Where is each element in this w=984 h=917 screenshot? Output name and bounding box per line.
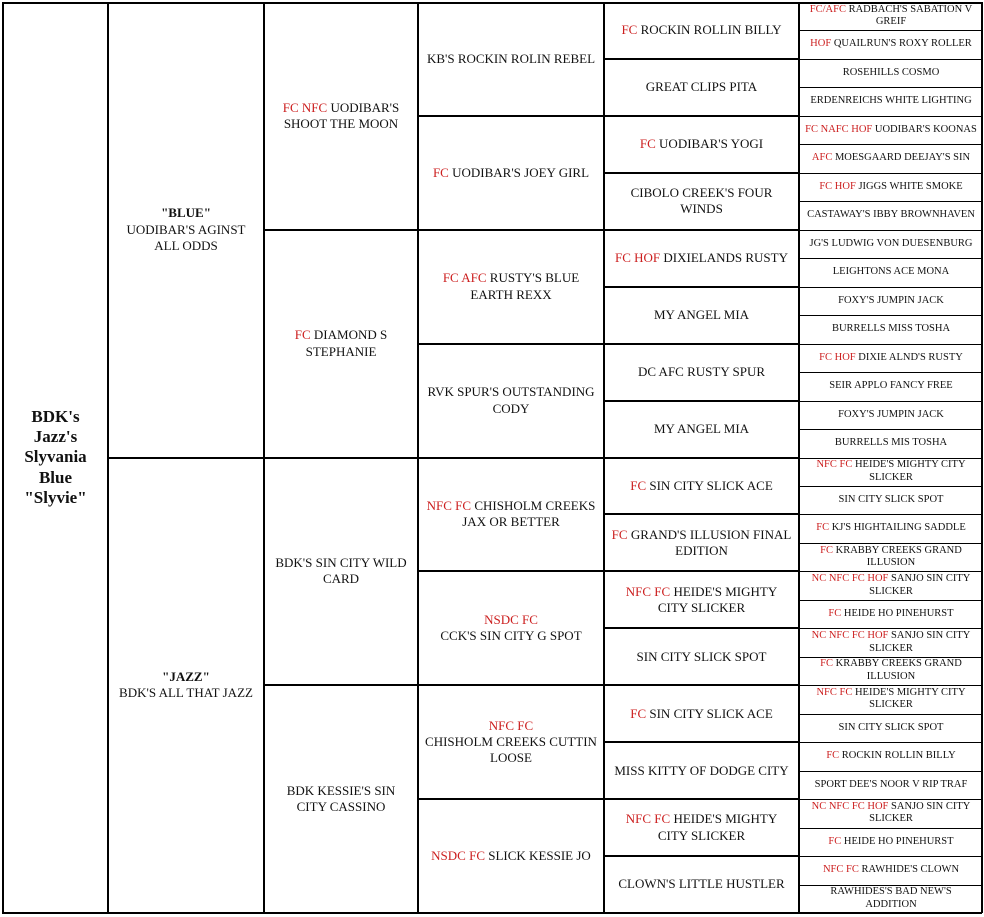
dog-name: SIN CITY SLICK SPOT xyxy=(838,493,944,505)
dog-name: BURRELLS MIS TOSHA xyxy=(834,436,948,448)
row-divider xyxy=(798,287,982,288)
dog-name: CIBOLO CREEK'S FOUR WINDS xyxy=(630,185,773,217)
ancestor-cell xyxy=(800,799,982,827)
row-divider xyxy=(603,457,798,459)
ancestor-cell xyxy=(419,685,603,799)
row-divider xyxy=(798,230,982,231)
ancestor-cell xyxy=(265,685,417,913)
subject-dog xyxy=(4,2,107,913)
dog-name: DIXIELANDS RUSTY xyxy=(660,250,788,266)
dog-name: ROCKIN ROLLIN BILLY xyxy=(839,750,956,762)
dog-name: DIXIE ALND'S RUSTY xyxy=(855,351,963,363)
title-prefix: NC NFC FC HOF xyxy=(811,573,889,585)
dog-name: KJ'S HIGHTAILING SADDLE xyxy=(829,522,966,534)
row-divider xyxy=(603,172,798,174)
ancestor-cell xyxy=(109,2,263,458)
dog-name: SIN CITY SLICK ACE xyxy=(646,705,773,721)
row-divider xyxy=(417,457,603,459)
row-divider xyxy=(417,115,603,117)
dog-name: SIN CITY SLICK ACE xyxy=(646,477,773,493)
ancestor-cell xyxy=(800,828,982,856)
title-prefix: FC xyxy=(816,522,830,534)
title-prefix: FC xyxy=(820,544,833,556)
title-prefix: NFC FC xyxy=(816,686,853,698)
ancestor-cell xyxy=(800,144,982,172)
dog-name: CHISHOLM CREEKS CUTTIN LOOSE xyxy=(425,734,597,766)
dog-name: UODIBAR'S AGINST ALL ODDS xyxy=(126,221,246,253)
ancestor-cell xyxy=(800,344,982,372)
row-divider xyxy=(603,855,798,857)
row-divider xyxy=(798,30,982,31)
title-prefix: NFC FC xyxy=(426,498,472,514)
row-divider xyxy=(603,286,798,288)
ancestor-cell xyxy=(605,287,798,344)
ancestor-cell xyxy=(800,173,982,201)
ancestor-cell xyxy=(419,2,603,116)
dog-name: HEIDE'S MIGHTY CITY SLICKER xyxy=(657,811,778,843)
ancestor-cell xyxy=(800,458,982,486)
row-divider xyxy=(798,657,982,658)
title-prefix: FC NAFC HOF xyxy=(805,123,873,135)
row-divider xyxy=(603,58,798,60)
ancestor-cell xyxy=(800,2,982,30)
dog-name: CASTAWAY'S IBBY BROWNHAVEN xyxy=(807,209,975,221)
title-prefix: FC xyxy=(828,607,842,619)
row-divider xyxy=(603,627,798,629)
ancestor-cell xyxy=(605,742,798,799)
row-divider xyxy=(798,401,982,402)
dog-name: HEIDE'S MIGHTY CITY SLICKER xyxy=(852,686,966,711)
ancestor-cell xyxy=(605,799,798,856)
dog-name: HEIDE'S MIGHTY CITY SLICKER xyxy=(657,583,778,615)
ancestor-cell xyxy=(800,771,982,799)
ancestor-cell xyxy=(800,230,982,258)
row-divider xyxy=(603,229,798,231)
title-prefix: NFC FC xyxy=(816,459,853,471)
row-divider xyxy=(798,885,982,886)
row-divider xyxy=(798,344,982,345)
dog-name: KB'S ROCKIN ROLIN REBEL xyxy=(426,50,596,66)
row-divider xyxy=(263,457,417,459)
dog-name: RADBACH'S SABATION V GREIF xyxy=(845,3,973,28)
ancestor-cell xyxy=(800,685,982,713)
ancestor-cell xyxy=(800,657,982,685)
dog-name: BDK'S ALL THAT JAZZ xyxy=(119,685,253,701)
title-prefix: FC xyxy=(820,658,833,670)
row-divider xyxy=(603,741,798,743)
dog-name: RUSTY'S BLUE EARTH REXX xyxy=(470,270,580,302)
dog-name: CLOWN'S LITTLE HUSTLER xyxy=(618,876,785,892)
dog-name: HEIDE HO PINEHURST xyxy=(841,607,954,619)
row-divider xyxy=(417,229,603,231)
dog-name: SEIR APPLO FANCY FREE xyxy=(829,380,953,392)
ancestor-cell xyxy=(419,116,603,230)
row-divider xyxy=(107,457,263,459)
dog-name: KRABBY CREEKS GRAND ILLUSION xyxy=(833,544,962,569)
ancestor-cell xyxy=(265,458,417,686)
row-divider xyxy=(417,570,603,572)
ancestor-cell xyxy=(800,287,982,315)
title-prefix: NFC FC xyxy=(822,864,859,875)
title-prefix: NFC FC xyxy=(488,717,534,733)
title-prefix: NC NFC FC HOF xyxy=(811,629,889,641)
title-prefix: FC AFC xyxy=(442,270,487,286)
ancestor-cell xyxy=(800,258,982,286)
row-divider xyxy=(798,628,982,629)
title-prefix: FC HOF xyxy=(819,351,856,363)
dog-name: CCK'S SIN CITY G SPOT xyxy=(440,628,582,644)
title-prefix: FC xyxy=(639,136,656,152)
ancestor-cell xyxy=(419,344,603,458)
row-divider xyxy=(263,684,417,686)
row-divider xyxy=(798,571,982,572)
ancestor-cell xyxy=(800,372,982,400)
dog-name: JIGGS WHITE SMOKE xyxy=(855,180,963,192)
title-prefix: NFC FC xyxy=(625,811,671,827)
ancestor-cell xyxy=(605,401,798,458)
dog-name: DC AFC RUSTY SPUR xyxy=(637,363,766,379)
dog-name: MOESGAARD DEEJAY'S SIN xyxy=(832,152,971,164)
ancestor-cell xyxy=(605,458,798,515)
title-prefix: FC xyxy=(611,526,628,542)
ancestor-cell xyxy=(800,714,982,742)
ancestor-cell xyxy=(800,742,982,770)
title-prefix: FC xyxy=(432,164,449,180)
dog-name: CHISHOLM CREEKS JAX OR BETTER xyxy=(462,498,596,530)
title-prefix: FC xyxy=(826,750,840,762)
ancestor-cell xyxy=(800,514,982,542)
row-divider xyxy=(798,543,982,544)
dog-name: BDK'S SIN CITY WILD CARD xyxy=(275,555,407,587)
title-prefix: NFC FC xyxy=(625,583,671,599)
dog-name: ERDENREICHS WHITE LIGHTING xyxy=(810,95,972,107)
dog-name: LEIGHTONS ACE MONA xyxy=(832,266,950,278)
row-divider xyxy=(798,486,982,487)
row-divider xyxy=(798,714,982,715)
row-divider xyxy=(798,799,982,800)
ancestor-cell xyxy=(800,543,982,571)
dog-name: UODIBAR'S KOONAS xyxy=(872,123,977,135)
dog-name: MY ANGEL MIA xyxy=(653,307,750,323)
title-prefix: NSDC FC xyxy=(431,847,485,863)
title-prefix: FC xyxy=(630,705,647,721)
dog-name: GRAND'S ILLUSION FINAL EDITION xyxy=(627,526,792,558)
ancestor-cell xyxy=(605,628,798,685)
row-divider xyxy=(798,742,982,743)
title-prefix: FC HOF xyxy=(614,250,661,266)
row-divider xyxy=(798,600,982,601)
title-prefix: FC/AFC xyxy=(809,3,846,15)
row-divider xyxy=(603,115,798,117)
ancestor-cell xyxy=(419,571,603,685)
ancestor-cell xyxy=(800,628,982,656)
ancestor-cell xyxy=(605,116,798,173)
title-prefix: FC xyxy=(294,327,311,343)
title-prefix: NC NFC FC HOF xyxy=(811,800,889,812)
ancestor-cell xyxy=(800,30,982,58)
row-divider xyxy=(603,570,798,572)
dog-name: HEIDE'S MIGHTY CITY SLICKER xyxy=(852,459,966,483)
dog-name: SANJO SIN CITY SLICKER xyxy=(869,629,971,654)
dog-name: JG'S LUDWIG VON DUESENBURG xyxy=(809,237,973,249)
row-divider xyxy=(603,798,798,800)
dog-name: SPORT DEE'S NOOR V RIP TRAF xyxy=(814,778,968,790)
row-divider xyxy=(798,59,982,60)
dog-name: ROSEHILLS COSMO xyxy=(842,66,940,78)
row-divider xyxy=(798,828,982,829)
row-divider xyxy=(417,798,603,800)
dog-name: FOXY'S JUMPIN JACK xyxy=(838,294,944,306)
ancestor-cell xyxy=(419,230,603,344)
dog-name: "JAZZ" xyxy=(162,669,210,684)
row-divider xyxy=(798,771,982,772)
row-divider xyxy=(798,144,982,145)
row-divider xyxy=(798,258,982,259)
ancestor-cell xyxy=(800,856,982,884)
ancestor-cell xyxy=(109,458,263,914)
ancestor-cell xyxy=(800,201,982,229)
ancestor-cell xyxy=(605,685,798,742)
dog-name: BDK's Jazz's Slyvania Blue "Slyvie" xyxy=(24,406,87,508)
row-divider xyxy=(417,684,603,686)
ancestor-cell xyxy=(419,799,603,913)
row-divider xyxy=(798,856,982,857)
title-prefix: FC NFC xyxy=(282,99,328,115)
ancestor-cell xyxy=(800,87,982,115)
dog-name: RAWHIDE'S CLOWN xyxy=(858,864,960,875)
title-prefix: AFC xyxy=(811,152,833,164)
row-divider xyxy=(798,315,982,316)
dog-name: MISS KITTY OF DODGE CITY xyxy=(614,762,789,778)
ancestor-cell xyxy=(605,2,798,59)
row-divider xyxy=(798,372,982,373)
ancestor-cell xyxy=(265,230,417,458)
dog-name: UODIBAR'S YOGI xyxy=(655,136,764,152)
dog-name: SIN CITY SLICK SPOT xyxy=(838,721,944,733)
row-divider xyxy=(603,400,798,402)
row-divider xyxy=(798,173,982,174)
row-divider xyxy=(798,514,982,515)
dog-name: KRABBY CREEKS GRAND ILLUSION xyxy=(833,658,962,683)
dog-name: FOXY'S JUMPIN JACK xyxy=(838,408,944,420)
row-divider xyxy=(603,343,798,345)
ancestor-cell xyxy=(419,458,603,572)
dog-name: SIN CITY SLICK SPOT xyxy=(636,648,767,664)
ancestor-cell xyxy=(265,2,417,230)
dog-name: SANJO SIN CITY SLICKER xyxy=(869,800,971,825)
ancestor-cell xyxy=(800,116,982,144)
dog-name: BDK KESSIE'S SIN CITY CASSINO xyxy=(286,782,396,815)
dog-name: RAWHIDES'S BAD NEW'S ADDITION xyxy=(830,886,952,910)
title-prefix: NSDC FC xyxy=(484,612,538,628)
row-divider xyxy=(417,343,603,345)
ancestor-cell xyxy=(800,600,982,628)
dog-name: SANJO SIN CITY SLICKER xyxy=(869,573,971,597)
row-divider xyxy=(603,684,798,686)
title-prefix: FC xyxy=(630,477,647,493)
dog-name: MY ANGEL MIA xyxy=(653,420,750,436)
ancestor-cell xyxy=(800,315,982,343)
ancestor-cell xyxy=(800,571,982,599)
ancestor-cell xyxy=(605,514,798,571)
ancestor-cell xyxy=(605,344,798,401)
dog-name: "BLUE" xyxy=(161,205,211,221)
ancestor-cell xyxy=(605,173,798,230)
ancestor-cell xyxy=(800,486,982,514)
row-divider xyxy=(798,116,982,117)
dog-name: RVK SPUR'S OUTSTANDING CODY xyxy=(427,384,595,416)
dog-name: DIAMOND S STEPHANIE xyxy=(305,327,388,359)
row-divider xyxy=(798,458,982,459)
row-divider xyxy=(798,87,982,88)
dog-name: HEIDE HO PINEHURST xyxy=(841,835,954,847)
ancestor-cell xyxy=(800,59,982,87)
row-divider xyxy=(263,229,417,231)
ancestor-cell xyxy=(605,230,798,287)
ancestor-cell xyxy=(605,571,798,628)
ancestor-cell xyxy=(605,856,798,913)
row-divider xyxy=(798,429,982,430)
ancestor-cell xyxy=(800,429,982,457)
ancestor-cell xyxy=(605,59,798,116)
dog-name: SLICK KESSIE JO xyxy=(485,847,591,863)
dog-name: BURRELLS MISS TOSHA xyxy=(831,323,951,335)
title-prefix: FC xyxy=(621,22,638,38)
title-prefix: HOF xyxy=(810,38,832,50)
dog-name: GREAT CLIPS PITA xyxy=(645,79,758,95)
dog-name: UODIBAR'S SHOOT THE MOON xyxy=(283,99,400,131)
ancestor-cell xyxy=(800,401,982,429)
ancestor-cell xyxy=(800,885,982,913)
row-divider xyxy=(603,513,798,515)
row-divider xyxy=(798,201,982,202)
dog-name: QUAILRUN'S ROXY ROLLER xyxy=(831,38,972,50)
title-prefix: FC xyxy=(828,835,842,847)
row-divider xyxy=(798,685,982,686)
dog-name: UODIBAR'S JOEY GIRL xyxy=(448,164,590,180)
dog-name: ROCKIN ROLLIN BILLY xyxy=(637,22,782,38)
title-prefix: FC HOF xyxy=(819,180,856,192)
